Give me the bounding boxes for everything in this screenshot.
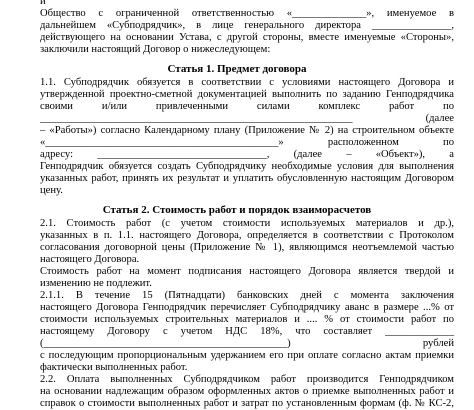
text-line: 1.1. Субподрядчик обязуется в соответствии с условиями настоящего Договора и — [40, 77, 454, 88]
section-heading: Статья 1. Предмет договора — [167, 63, 307, 75]
text-line: согласования договорной цены (Приложение № 1), являющимся неотъемлемой частью — [40, 242, 454, 253]
text-line: адресу: ________________________________, (далее – «Объект»), а — [40, 149, 454, 160]
text-line: справок о стоимости выполненных работ и затрат по установленным формам (ф. № КС-2, — [40, 398, 454, 409]
section-heading: Статья 2. Стоимость работ и порядок взаиморасчетов — [102, 204, 372, 216]
text-line: 2.1.1. В течение 15 (Пятнадцати) банковских дней с момента заключения — [40, 290, 454, 301]
text-line: 2.2. Оплата выполненных Субподрядчиком работ производится Генподрядчиком — [40, 374, 454, 385]
text-line: настоящему Договору с учетом НДС 18%, что составляет _____________ — [40, 326, 454, 337]
text-line: стоимости используемых строительных материалов и .... % от стоимости работ по — [40, 314, 454, 325]
text-line: указанных работ, принять их результат и уплатить обусловленную настоящим Договором — [40, 173, 454, 184]
text-line: настоящего Договора. — [40, 254, 140, 265]
text-line: цену. — [40, 185, 63, 196]
text-line: «____________________________________________» расположенном по — [40, 137, 454, 148]
text-line: с последующим пропорциональным удержанием его при оплате согласно актам приемки — [40, 350, 454, 361]
text-line: дальнейшем «Субподрядчик», в лице генерального директора _______________, — [40, 20, 454, 31]
text-line: Генподрядчик обязуется создать Субподрядчику необходимые условия для выполнения — [40, 161, 454, 172]
text-line: указанных в п. 1.1. настоящего Договора, определяется в соответствии с Протоколом — [40, 230, 454, 241]
text-line: (______________________________________________) рублей — [40, 338, 454, 349]
text-line: действующего на основании Устава, с другой стороны, вместе именуемые «Стороны», — [40, 32, 454, 43]
text-line: 2.1. Стоимость работ (с учетом стоимости используемых материалов и др.), — [40, 218, 454, 229]
text-line: на основании надлежащим образом оформленных актов о приемке выполненных работ и — [40, 386, 454, 397]
text-line: своими и/или привлеченными силами комплекс работ по — [40, 101, 454, 112]
text-line: Общество с ограниченной ответственностью «______________», именуемое в — [40, 8, 454, 19]
text-line: – «Работы») согласно Календарному плану (Приложение № 2) на строительном объекте — [40, 125, 454, 136]
text-line: фактически выполненных работ. — [40, 362, 188, 373]
text-line: настоящего Договора Генподрядчик перечисляет Субподрядчику аванс в размере ...% от — [40, 302, 454, 313]
text-line: заключили настоящий Договор о нижеследующем: — [40, 44, 271, 55]
text-line: изменению не подлежит. — [40, 278, 152, 289]
text-line: ___________________________________________________________ (далее — [40, 113, 454, 124]
text-line: утвержденной проектно-сметной документацией выполнить по заданию Генподрядчика — [40, 89, 454, 100]
text-line: Стоимость работ на момент подписания настоящего Договора является твердой и — [40, 266, 454, 277]
text-line: и — [40, 0, 46, 7]
